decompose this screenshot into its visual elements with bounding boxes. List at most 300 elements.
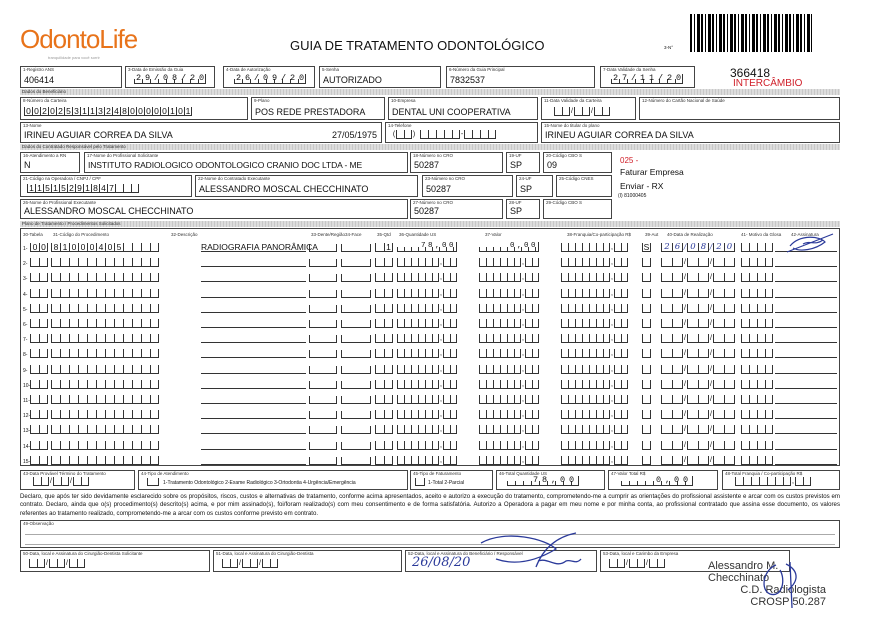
data-cells[interactable] [661, 319, 735, 328]
field-profissional-executante [20, 199, 408, 219]
aut-cells[interactable] [642, 380, 651, 389]
char-cell [464, 130, 472, 139]
value: 406414 [24, 75, 55, 85]
descricao-field[interactable] [201, 409, 306, 419]
char-cell [384, 380, 393, 389]
descricao-field[interactable] [201, 364, 306, 374]
assinatura-field[interactable] [775, 379, 837, 389]
qtd-cells[interactable] [375, 289, 393, 298]
franquia-cells[interactable] [561, 441, 628, 450]
dente-field[interactable] [309, 411, 337, 419]
char-cell [603, 456, 610, 465]
char-cell [614, 456, 621, 465]
dente-field[interactable] [309, 305, 337, 313]
char-cell [500, 334, 507, 343]
motivo-cells[interactable] [741, 380, 773, 389]
char-cell [575, 258, 582, 267]
char-cell [661, 395, 672, 404]
data-cells[interactable] [661, 349, 735, 358]
char-cell [724, 289, 735, 298]
char-cell: 0 [128, 107, 136, 116]
col-valor: 37-Valor [485, 232, 502, 237]
data-cells[interactable] [661, 258, 735, 267]
qtd-us-cells[interactable] [397, 273, 457, 282]
face-field[interactable] [341, 457, 371, 465]
qtd-cells[interactable] [375, 395, 393, 404]
char-cell [375, 273, 384, 282]
descricao-field[interactable] [201, 288, 306, 298]
char-cell [132, 365, 141, 374]
char-cell [78, 334, 87, 343]
char-cell [432, 410, 439, 419]
char-cell [713, 395, 724, 404]
aut-cells[interactable] [642, 289, 651, 298]
char-cell [687, 319, 698, 328]
data-cells[interactable] [661, 395, 735, 404]
qtd-cells[interactable] [375, 319, 393, 328]
face-field[interactable] [341, 244, 371, 252]
assinatura-field[interactable] [775, 257, 837, 267]
char-cell [78, 304, 87, 313]
qtd-us-cells[interactable] [397, 365, 457, 374]
aut-cells[interactable] [642, 425, 651, 434]
stamp-name: Alessandro M. Checchinato [708, 560, 779, 584]
data-cells[interactable] [661, 304, 735, 313]
char-cell [444, 130, 452, 139]
tabela-cells[interactable] [30, 410, 48, 419]
assinatura-field[interactable] [775, 348, 837, 358]
char-cell [603, 258, 610, 267]
aut-cells[interactable] [642, 349, 651, 358]
char-cell [749, 334, 757, 343]
motivo-cells[interactable] [741, 456, 773, 465]
motivo-cells[interactable] [741, 319, 773, 328]
dente-field[interactable] [309, 335, 337, 343]
valor-cells[interactable] [479, 304, 539, 313]
dente-field[interactable] [309, 320, 337, 328]
data-cells[interactable] [661, 243, 735, 252]
char-cell [661, 380, 672, 389]
tabela-cells[interactable] [30, 456, 48, 465]
motivo-cells[interactable] [741, 334, 773, 343]
dente-field[interactable] [309, 426, 337, 434]
face-field[interactable] [341, 335, 371, 343]
dente-field[interactable] [309, 244, 337, 252]
char-cell [596, 456, 603, 465]
motivo-cells[interactable] [741, 425, 773, 434]
qtd-cells[interactable] [375, 349, 393, 358]
char-cell [507, 380, 514, 389]
char-cell [411, 456, 418, 465]
franquia-cells[interactable] [561, 304, 628, 313]
aut-cells[interactable] [642, 258, 651, 267]
tipo-faturamento-input[interactable] [415, 478, 425, 486]
char-cell [713, 380, 724, 389]
label: 8-Número da Carteira [23, 98, 67, 103]
char-cell: 0 [152, 107, 160, 116]
assinatura-field[interactable] [775, 364, 837, 374]
face-field[interactable] [341, 426, 371, 434]
char-cell [603, 349, 610, 358]
aut-cells[interactable] [642, 410, 651, 419]
qtd-cells[interactable] [375, 365, 393, 374]
franquia-cells[interactable] [561, 258, 628, 267]
char-cell [672, 289, 683, 298]
franquia-cells[interactable] [561, 410, 628, 419]
descricao-field[interactable] [201, 379, 306, 389]
descricao-field[interactable] [201, 318, 306, 328]
char-cell [698, 319, 709, 328]
codigo-cells[interactable] [51, 319, 159, 328]
valor-cells[interactable] [479, 441, 539, 450]
char-cell [749, 365, 757, 374]
valor-cells[interactable] [479, 349, 539, 358]
dente-field[interactable] [309, 290, 337, 298]
codigo-cells[interactable] [51, 456, 159, 465]
codigo-cells[interactable] [51, 243, 159, 252]
codigo-cells[interactable] [51, 273, 159, 282]
motivo-cells[interactable] [741, 258, 773, 267]
franquia-cells[interactable] [561, 334, 628, 343]
separator: / [710, 396, 712, 403]
field-observacao[interactable] [20, 520, 840, 548]
motivo-cells[interactable] [741, 441, 773, 450]
motivo-cells[interactable] [741, 395, 773, 404]
valor-cells[interactable] [479, 289, 539, 298]
label: 52-Data, local e Assinatura do Beneficiário / Responsável [408, 551, 523, 556]
franquia-cells[interactable] [561, 289, 628, 298]
assinatura-field[interactable] [775, 394, 837, 404]
face-field[interactable] [341, 274, 371, 282]
descricao-field[interactable] [201, 455, 306, 465]
motivo-cells[interactable] [741, 243, 773, 252]
tabela-cells[interactable] [30, 380, 48, 389]
codigo-cells[interactable] [51, 380, 159, 389]
data-cells[interactable] [661, 365, 735, 374]
franquia-cells[interactable] [561, 425, 628, 434]
char-cell [96, 425, 105, 434]
motivo-cells[interactable] [741, 365, 773, 374]
valor-cells[interactable] [479, 380, 539, 389]
separator: / [710, 289, 712, 297]
char-cell [687, 289, 698, 298]
separator: , [611, 380, 613, 388]
franquia-cells[interactable] [561, 319, 628, 328]
aut-cells[interactable] [642, 334, 651, 343]
qtd-us-cells[interactable] [397, 425, 457, 434]
char-cell [741, 304, 749, 313]
char-cell [507, 319, 514, 328]
assinatura-field[interactable] [775, 424, 837, 434]
aut-cells[interactable] [642, 456, 651, 465]
char-cell [525, 395, 532, 404]
data-cells[interactable] [661, 456, 735, 465]
char-cell [397, 456, 404, 465]
char-cell [561, 380, 568, 389]
separator: , [522, 350, 524, 358]
char-cell [150, 304, 159, 313]
face-field[interactable] [341, 290, 371, 298]
motivo-cells[interactable] [741, 289, 773, 298]
valor-cells[interactable] [479, 425, 539, 434]
separator: , [611, 396, 613, 403]
char-cell [596, 410, 603, 419]
tabela-cells[interactable] [30, 441, 48, 450]
char-cell [78, 289, 87, 298]
row-number: 1- [23, 246, 28, 252]
char-cell: 0 [724, 243, 735, 252]
qtd-us-cells[interactable] [397, 334, 457, 343]
char-cell [603, 334, 610, 343]
char-cell [29, 559, 37, 568]
label: 44-Tipo de Atendimento [141, 471, 189, 476]
field-cro-23 [422, 175, 513, 197]
data-cells[interactable] [661, 441, 735, 450]
qtd-us-value[interactable]: 78,00 [397, 242, 457, 252]
tabela-cells[interactable] [30, 258, 48, 267]
qtd-us-cells[interactable] [397, 304, 457, 313]
descricao-field[interactable] [201, 394, 306, 404]
tabela-cells[interactable] [30, 289, 48, 298]
aut-cells[interactable] [642, 319, 651, 328]
aut-cells[interactable] [642, 273, 651, 282]
qtd-us-cells[interactable] [397, 289, 457, 298]
qtd-cells[interactable] [375, 380, 393, 389]
face-field[interactable] [341, 366, 371, 374]
qtd-cells[interactable] [375, 334, 393, 343]
descricao-field[interactable] [201, 348, 306, 358]
assinatura-field[interactable] [775, 288, 837, 298]
dente-field[interactable] [309, 259, 337, 267]
char-cell [404, 456, 411, 465]
char-cell [96, 456, 105, 465]
label: 21-Código na Operadora / CNPJ / CPF [23, 176, 102, 181]
aut-cells[interactable] [642, 304, 651, 313]
qtd-cells[interactable] [375, 304, 393, 313]
field-telefone [385, 122, 538, 143]
char-cell [60, 334, 69, 343]
data-cells[interactable] [661, 273, 735, 282]
qtd-us-cells[interactable] [397, 410, 457, 419]
assinatura-field[interactable] [775, 333, 837, 343]
face-field[interactable] [341, 320, 371, 328]
qtd-cells[interactable] [375, 243, 393, 252]
qtd-us-cells[interactable] [397, 319, 457, 328]
tabela-cells[interactable] [30, 425, 48, 434]
valor-cells[interactable] [479, 365, 539, 374]
label: 11-Data Validade da Carteira [544, 98, 602, 103]
descricao-field[interactable] [201, 303, 306, 313]
codigo-cells[interactable] [51, 304, 159, 313]
char-cell [649, 559, 657, 568]
assinatura-field[interactable] [775, 455, 837, 465]
dente-field[interactable] [309, 366, 337, 374]
tipo-atendimento-input[interactable] [147, 478, 159, 486]
tabela-cells[interactable] [30, 334, 48, 343]
data-cells[interactable] [661, 334, 735, 343]
qtd-us-cells[interactable] [397, 380, 457, 389]
descricao-field[interactable] [201, 440, 306, 450]
valor-cells[interactable] [479, 456, 539, 465]
qtd-us-cells[interactable] [397, 349, 457, 358]
char-cell [486, 289, 493, 298]
char-cell [603, 441, 610, 450]
separator: / [710, 259, 712, 267]
birth-date: 27/05/1975 [331, 130, 377, 140]
char-cell [568, 456, 575, 465]
descricao-field[interactable] [201, 257, 306, 267]
dente-field[interactable] [309, 350, 337, 358]
char-cell [661, 273, 672, 282]
valor-cells[interactable] [479, 258, 539, 267]
char-cell [150, 410, 159, 419]
qtd-us-cells[interactable] [397, 258, 457, 267]
valor-cells[interactable] [479, 319, 539, 328]
franquia-cells[interactable] [561, 273, 628, 282]
codigo-cells[interactable] [51, 441, 159, 450]
valor-cells[interactable] [479, 410, 539, 419]
tabela-cells[interactable] [30, 395, 48, 404]
tabela-cells[interactable] [30, 365, 48, 374]
tabela-cells[interactable] [30, 349, 48, 358]
face-field[interactable] [341, 305, 371, 313]
motivo-cells[interactable] [741, 304, 773, 313]
char-cell [757, 258, 765, 267]
char-cell [507, 456, 514, 465]
motivo-cells[interactable] [741, 273, 773, 282]
label: 28-UF [509, 200, 522, 205]
char-cell [150, 289, 159, 298]
dente-field[interactable] [309, 442, 337, 450]
dente-field[interactable] [309, 457, 337, 465]
char-cell [418, 365, 425, 374]
char-cell [757, 319, 765, 328]
descricao-field[interactable] [201, 424, 306, 434]
procedure-row [21, 255, 841, 269]
motivo-cells[interactable] [741, 410, 773, 419]
char-cell [150, 258, 159, 267]
qtd-cells[interactable] [375, 273, 393, 282]
valor-cells[interactable] [479, 273, 539, 282]
data-cells[interactable] [661, 380, 735, 389]
franquia-cells[interactable] [561, 380, 628, 389]
char-cell [724, 395, 735, 404]
declaration-text: Declaro, que após ter sido devidamente esclarecido sobre os propósitos, riscos, custos e alternativas de tratamento, conforme acima apresentados, aceito e autorizo a execução do tratamento, comprometendo-me a cumprir as orientações do profissional assistente e arcar com os custos previstos em contrato. Declaro, ainda que o(s) procedimento(s) descrito(s) acima, e por mim assinado(s), foi/foram realizado(s) com meu consentimento e de forma satisfatória. Autorizo a Operadora a pagar em meu nome e por minha conta, ao profissional contratado que assina esse documento, os valores referentes ao tratamento realizado, comprometendo-me a arcar com os custos conforme previsto em contrato. [20, 493, 840, 517]
qtd-us-cells[interactable] [397, 456, 457, 465]
char-cell [450, 258, 457, 267]
valor-cells[interactable] [479, 334, 539, 343]
char-cell [803, 477, 811, 486]
qtd-cells[interactable] [375, 456, 393, 465]
data-cells[interactable] [661, 410, 735, 419]
descricao-field[interactable]: RADIOGRAFIA PANORÂMICA [201, 242, 318, 252]
char-cell [672, 456, 683, 465]
face-field[interactable] [341, 442, 371, 450]
codigo-cells[interactable] [51, 349, 159, 358]
codigo-cells[interactable] [51, 425, 159, 434]
char-cell [39, 304, 48, 313]
assinatura-field[interactable] [775, 409, 837, 419]
char-cell [418, 441, 425, 450]
codigo-cells[interactable] [51, 365, 159, 374]
separator: , [522, 441, 524, 449]
char-cell [575, 425, 582, 434]
descricao-field[interactable] [201, 333, 306, 343]
char-cell [411, 258, 418, 267]
char-cell [661, 349, 672, 358]
qtd-cells[interactable] [375, 425, 393, 434]
dente-field[interactable] [309, 381, 337, 389]
aut-cells[interactable] [642, 243, 651, 252]
codigo-cells[interactable] [51, 410, 159, 419]
assinatura-field[interactable] [775, 318, 837, 328]
face-field[interactable] [341, 259, 371, 267]
char-cell [724, 349, 735, 358]
assinatura-field[interactable] [775, 303, 837, 313]
face-field[interactable] [341, 396, 371, 404]
face-field[interactable] [341, 350, 371, 358]
franquia-cells[interactable] [561, 349, 628, 358]
char-cell [749, 304, 757, 313]
descricao-field[interactable] [201, 272, 306, 282]
char-cell: 2 [104, 107, 112, 116]
aut-cells[interactable] [642, 365, 651, 374]
data-cells[interactable] [661, 425, 735, 434]
motivo-cells[interactable] [741, 349, 773, 358]
char-cell [96, 410, 105, 419]
franquia-cells[interactable] [561, 395, 628, 404]
char-cell [596, 425, 603, 434]
char-cell [404, 258, 411, 267]
face-field[interactable] [341, 411, 371, 419]
qtd-cells[interactable] [375, 258, 393, 267]
franquia-cells[interactable] [561, 365, 628, 374]
face-field[interactable] [341, 381, 371, 389]
qtd-cells[interactable] [375, 441, 393, 450]
dente-field[interactable] [309, 396, 337, 404]
franquia-cells[interactable] [561, 243, 628, 252]
qtd-us-cells[interactable] [397, 441, 457, 450]
tabela-cells[interactable] [30, 243, 48, 252]
char-cell [525, 273, 532, 282]
codigo-cells[interactable] [51, 334, 159, 343]
assinatura-field[interactable] [775, 440, 837, 450]
qtd-cells[interactable] [375, 410, 393, 419]
valor-value[interactable]: 0,00 [479, 242, 539, 252]
franquia-cells[interactable] [561, 456, 628, 465]
phone-cells [392, 130, 496, 139]
codigo-cells[interactable] [51, 395, 159, 404]
codigo-cells[interactable] [51, 258, 159, 267]
aut-cells[interactable] [642, 441, 651, 450]
field-titular-plano [541, 122, 840, 143]
tabela-cells[interactable] [30, 319, 48, 328]
char-cell: 2 [56, 107, 64, 116]
assinatura-field[interactable] [775, 272, 837, 282]
aut-cells[interactable] [642, 395, 651, 404]
section-beneficiario: Dados do Beneficiário [20, 89, 840, 95]
data-cells[interactable] [661, 289, 735, 298]
tabela-cells[interactable] [30, 304, 48, 313]
separator: , [522, 320, 524, 327]
codigo-cells[interactable] [51, 289, 159, 298]
valor-cells[interactable] [479, 395, 539, 404]
char-cell [479, 349, 486, 358]
dente-field[interactable] [309, 274, 337, 282]
char-cell [425, 380, 432, 389]
tabela-cells[interactable] [30, 273, 48, 282]
qtd-us-cells[interactable] [397, 395, 457, 404]
